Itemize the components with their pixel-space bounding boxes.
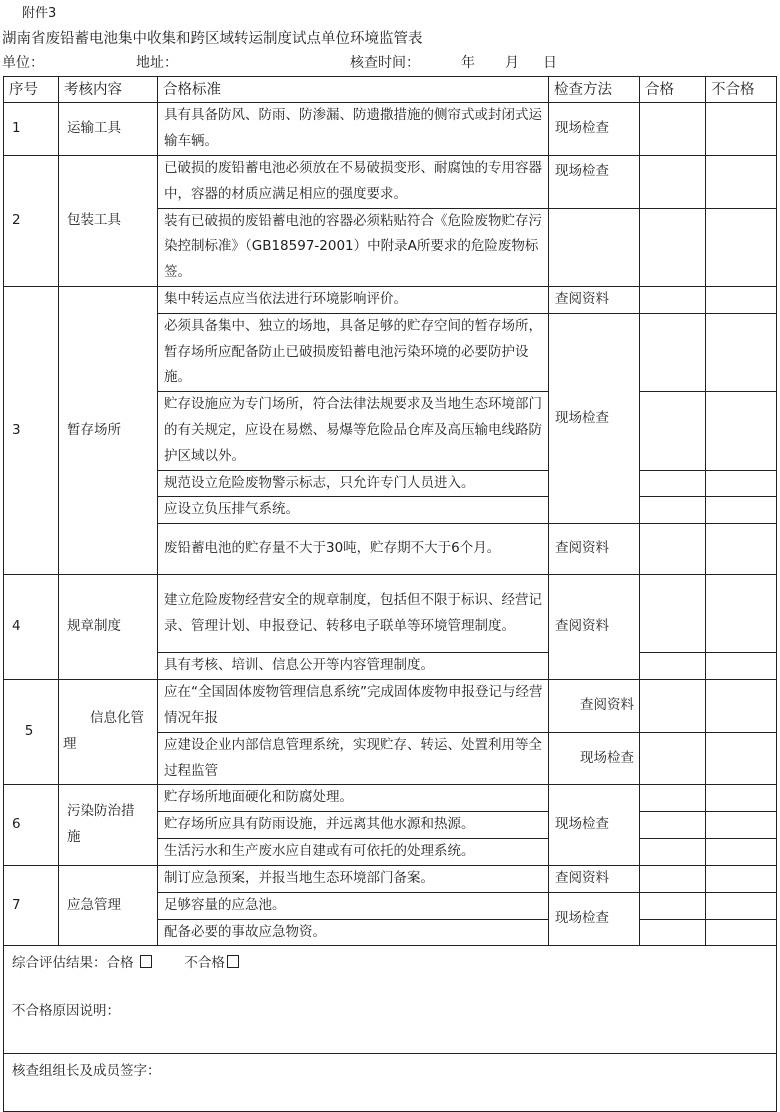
- row-number: 4: [4, 575, 59, 680]
- row-number: 2: [4, 156, 59, 287]
- pass-cell[interactable]: [640, 785, 706, 812]
- pass-cell[interactable]: [640, 892, 706, 919]
- fail-cell[interactable]: [706, 470, 777, 497]
- fail-cell[interactable]: [706, 313, 777, 391]
- criterion: 贮存设施应为专门场所，符合法律法规要求及当地生态环境部门的有关规定，应设在易燃、易爆等危险品仓库及高压输电线路防护区域以外。: [158, 392, 549, 470]
- pass-checkbox-icon[interactable]: [140, 955, 152, 968]
- fail-reason-label: 不合格原因说明：: [12, 1003, 120, 1020]
- criterion: 生活污水和生产废水应自建或有可依托的处理系统。: [158, 839, 549, 866]
- check-method: 查阅资料: [549, 680, 640, 733]
- pass-cell[interactable]: [640, 839, 706, 866]
- table-row: [4, 156, 777, 209]
- fail-cell[interactable]: [706, 286, 777, 313]
- fail-checkbox-icon[interactable]: [227, 955, 239, 968]
- table-header-row: [4, 77, 777, 103]
- pass-cell[interactable]: [640, 865, 706, 892]
- pass-cell[interactable]: [640, 524, 706, 575]
- criterion: 具有考核、培训、信息公开等内容管理制度。: [158, 653, 549, 680]
- check-method: 查阅资料: [549, 865, 640, 892]
- pass-cell[interactable]: [640, 653, 706, 680]
- fail-cell[interactable]: [706, 497, 777, 524]
- fail-cell[interactable]: [706, 524, 777, 575]
- col-header-method: 检查方法: [549, 77, 640, 103]
- check-method: 查阅资料: [549, 524, 640, 575]
- fail-cell[interactable]: [706, 785, 777, 812]
- row-category: 包装工具: [59, 156, 158, 287]
- criterion: 集中转运点应当依法进行环境影响评价。: [158, 286, 549, 313]
- year-label: 年: [461, 55, 475, 71]
- criterion: 规范设立危险废物警示标志，只允许专门人员进入。: [158, 470, 549, 497]
- pass-cell[interactable]: [640, 208, 706, 286]
- criterion: 建立危险废物经营安全的规章制度，包括但不限于标识、经营记录、管理计划、申报登记、转移电子联单等环境管理制度。: [158, 575, 549, 653]
- table-row: [4, 103, 777, 156]
- attachment-label: 附件3: [22, 6, 57, 21]
- pass-cell[interactable]: [640, 156, 706, 209]
- table-row: [4, 680, 777, 733]
- criterion: 应在“全国固体废物管理信息系统”完成固体废物申报登记与经营情况年报: [158, 680, 549, 733]
- check-method: 查阅资料: [549, 575, 640, 680]
- criterion: 废铅蓄电池的贮存量不大于30吨，贮存期不大于6个月。: [158, 524, 549, 575]
- criterion: 贮存场所应具有防雨设施，并远离其他水源和热源。: [158, 812, 549, 839]
- criterion: 应建设企业内部信息管理系统，实现贮存、转运、处置利用等全过程监管: [158, 732, 549, 785]
- row-number: 6: [4, 785, 59, 866]
- check-method: 现场检查: [549, 313, 640, 524]
- row-category: 信息化管理: [59, 680, 158, 785]
- check-method: 现场检查: [549, 892, 640, 946]
- col-header-fail: 不合格: [706, 77, 777, 103]
- col-header-num: 序号: [4, 77, 59, 103]
- criterion: 已破损的废铅蓄电池必须放在不易破损变形、耐腐蚀的专用容器中，容器的材质应满足相应的强度要求。: [158, 156, 549, 209]
- day-label: 日: [543, 55, 557, 71]
- pass-cell[interactable]: [640, 812, 706, 839]
- table-row: [4, 286, 777, 313]
- month-label: 月: [505, 55, 519, 71]
- criterion: 足够容量的应急池。: [158, 892, 549, 919]
- unit-label: 单位：: [2, 55, 44, 71]
- pass-cell[interactable]: [640, 497, 706, 524]
- pass-cell[interactable]: [640, 470, 706, 497]
- fail-cell[interactable]: [706, 812, 777, 839]
- criterion: 贮存场所地面硬化和防腐处理。: [158, 785, 549, 812]
- check-method: 现场检查: [549, 156, 640, 209]
- criterion: 配备必要的事故应急物资。: [158, 919, 549, 946]
- criterion: 必须具备集中、独立的场地，具备足够的贮存空间的暂存场所，暂存场所应配备防止已破损废铅蓄电池污染环境的必要防护设施。: [158, 313, 549, 391]
- fail-cell[interactable]: [706, 208, 777, 286]
- col-header-criteria: 合格标准: [158, 77, 549, 103]
- fail-cell[interactable]: [706, 839, 777, 866]
- criterion: 具有具备防风、防雨、防渗漏、防遗撒措施的侧帘式或封闭式运输车辆。: [158, 103, 549, 156]
- signature-row: [4, 1054, 777, 1112]
- pass-cell[interactable]: [640, 680, 706, 733]
- pass-cell[interactable]: [640, 732, 706, 785]
- row-number: 7: [4, 865, 59, 945]
- fail-cell[interactable]: [706, 892, 777, 919]
- fail-cell[interactable]: [706, 103, 777, 156]
- check-method: 现场检查: [549, 785, 640, 866]
- table-row: [4, 865, 777, 892]
- result-fail-label: 不合格: [184, 955, 225, 972]
- result-pass-label: 综合评估结果：合格: [12, 955, 134, 972]
- evaluation-result-line: [12, 950, 768, 976]
- pass-cell[interactable]: [640, 286, 706, 313]
- fail-cell[interactable]: [706, 680, 777, 733]
- row-category: 运输工具: [59, 103, 158, 156]
- pass-cell[interactable]: [640, 313, 706, 391]
- row-category: 污染防治措施: [59, 785, 158, 866]
- fail-cell[interactable]: [706, 156, 777, 209]
- pass-cell[interactable]: [640, 575, 706, 653]
- check-method: 查阅资料: [549, 286, 640, 313]
- address-label: 地址：: [136, 55, 178, 71]
- col-header-category: 考核内容: [59, 77, 158, 103]
- pass-cell[interactable]: [640, 103, 706, 156]
- row-category: 规章制度: [59, 575, 158, 680]
- check-method: 现场检查: [549, 103, 640, 156]
- table-row: [4, 575, 777, 653]
- table-row: [4, 785, 777, 812]
- summary-row: [4, 946, 777, 1054]
- evaluation-result-cell[interactable]: [4, 946, 777, 1054]
- pass-cell[interactable]: [640, 919, 706, 946]
- document-title: 湖南省废铅蓄电池集中收集和跨区域转运制度试点单位环境监管表: [2, 31, 423, 47]
- fail-cell[interactable]: [706, 392, 777, 470]
- col-header-pass: 合格: [640, 77, 706, 103]
- signature-label: 核查组组长及成员签字：: [12, 1063, 161, 1080]
- pass-cell[interactable]: [640, 392, 706, 470]
- signature-cell[interactable]: [4, 1054, 777, 1112]
- fail-cell[interactable]: [706, 575, 777, 653]
- criterion: 装有已破损的废铅蓄电池的容器必须粘贴符合《危险废物贮存污染控制标准》（GB18597-2001）中附录A所要求的危险废物标签。: [158, 208, 549, 286]
- check-method: 现场检查: [549, 732, 640, 785]
- fail-cell[interactable]: [706, 653, 777, 680]
- supervision-table: [3, 76, 777, 1112]
- fail-cell[interactable]: [706, 919, 777, 946]
- row-number: 1: [4, 103, 59, 156]
- row-category: 应急管理: [59, 865, 158, 945]
- criterion: 制订应急预案，并报当地生态环境部门备案。: [158, 865, 549, 892]
- check-time-label: 核查时间：: [350, 55, 420, 71]
- row-category: 暂存场所: [59, 286, 158, 574]
- fail-cell[interactable]: [706, 732, 777, 785]
- criterion: 应设立负压排气系统。: [158, 497, 549, 524]
- row-number: 5: [4, 680, 59, 785]
- check-method: [549, 208, 640, 286]
- fail-cell[interactable]: [706, 865, 777, 892]
- row-number: 3: [4, 286, 59, 574]
